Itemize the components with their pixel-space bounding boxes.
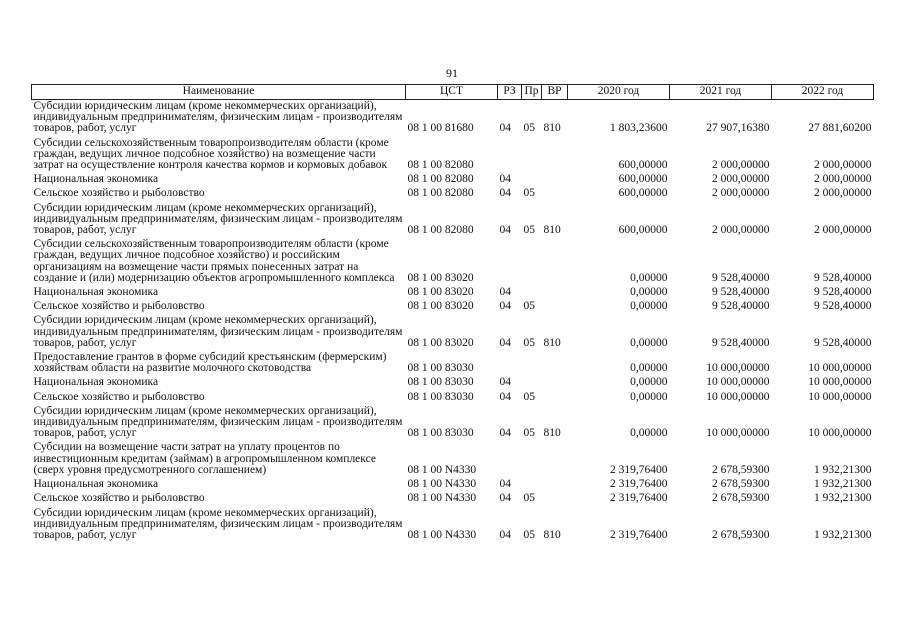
cell-name: Национальная экономика xyxy=(33,376,159,389)
cell-rz xyxy=(498,351,522,376)
cell-2021: 10 000,00000 xyxy=(706,390,770,403)
cell-rz: 04 xyxy=(499,528,511,541)
cell-rz: 04 xyxy=(499,224,511,237)
cell-2020: 600,00000 xyxy=(618,173,668,186)
cell-rz: 04 xyxy=(499,376,511,389)
cell-rz: 04 xyxy=(499,427,511,440)
cell-2020: 0,00000 xyxy=(630,362,668,375)
cell-2020: 2 319,76400 xyxy=(610,478,668,491)
cell-pr xyxy=(522,137,542,174)
cell-2021: 9 528,40000 xyxy=(712,271,770,284)
table-row xyxy=(32,238,874,286)
cell-2021: 2 678,59300 xyxy=(712,492,770,505)
cell-vr xyxy=(542,351,568,376)
table-row xyxy=(32,286,874,300)
cell-vr xyxy=(542,187,568,201)
cell-cst: 08 1 00 83020 xyxy=(407,286,474,299)
cell-2021: 10 000,00000 xyxy=(706,376,770,389)
cell-2021: 2 678,59300 xyxy=(712,463,770,476)
cell-2022: 1 932,21300 xyxy=(814,492,872,505)
cell-2021: 2 000,00000 xyxy=(712,159,770,172)
table-row xyxy=(32,441,874,478)
cell-2022: 9 528,40000 xyxy=(814,336,872,349)
cell-name: Сельское хозяйство и рыболовство xyxy=(33,187,205,200)
cell-vr: 810 xyxy=(543,427,561,440)
table-header-row xyxy=(32,85,874,100)
cell-2022: 2 000,00000 xyxy=(814,187,872,200)
cell-2020: 1 803,23600 xyxy=(610,122,668,135)
cell-2022: 1 932,21300 xyxy=(814,463,872,476)
cell-vr: 810 xyxy=(543,122,561,135)
table-row xyxy=(32,202,874,239)
cell-vr xyxy=(542,286,568,300)
cell-2021: 2 000,00000 xyxy=(712,187,770,200)
cell-2022: 2 000,00000 xyxy=(814,224,872,237)
table-row xyxy=(32,137,874,174)
cell-rz xyxy=(498,137,522,174)
cell-vr xyxy=(542,391,568,405)
cell-vr: 810 xyxy=(543,224,561,237)
table-row xyxy=(32,173,874,187)
cell-2021: 9 528,40000 xyxy=(712,300,770,313)
cell-2020: 600,00000 xyxy=(618,187,668,200)
cell-rz: 04 xyxy=(499,286,511,299)
page-number: 91 xyxy=(446,66,458,80)
cell-2020: 0,00000 xyxy=(630,336,668,349)
cell-2022: 10 000,00000 xyxy=(808,376,872,389)
cell-2020: 0,00000 xyxy=(630,271,668,284)
cell-vr xyxy=(542,300,568,314)
header-2020: 2020 год xyxy=(568,85,670,100)
cell-cst: 08 1 00 83030 xyxy=(407,390,474,403)
cell-pr xyxy=(522,286,542,300)
table-row xyxy=(32,405,874,442)
cell-pr xyxy=(522,351,542,376)
cell-2022: 9 528,40000 xyxy=(814,271,872,284)
table-row xyxy=(32,478,874,492)
cell-cst: 08 1 00 N4330 xyxy=(407,463,477,476)
cell-cst: 08 1 00 82080 xyxy=(407,159,474,172)
cell-2020: 2 319,76400 xyxy=(610,492,668,505)
header-rz: РЗ xyxy=(498,85,522,100)
cell-rz xyxy=(498,441,522,478)
cell-name: Субсидии юридическим лицам (кроме некоммерческих организаций), индивидуальным предпринимателям, физическим лицам - производителям товаров, работ, услуг xyxy=(33,201,403,237)
cell-2022: 9 528,40000 xyxy=(814,300,872,313)
cell-2022: 10 000,00000 xyxy=(808,427,872,440)
cell-pr: 05 xyxy=(523,122,535,135)
cell-pr xyxy=(522,173,542,187)
header-2022: 2022 год xyxy=(772,85,874,100)
cell-vr xyxy=(542,238,568,286)
cell-2021: 9 528,40000 xyxy=(712,286,770,299)
cell-name: Субсидии сельскохозяйственным товаропроизводителям области (кроме граждан, ведущих личное подсобное хозяйство) на возмещение части затрат на осуществление контроля качества кормов и кормовых добавок xyxy=(33,136,389,172)
cell-vr xyxy=(542,137,568,174)
cell-cst: 08 1 00 N4330 xyxy=(407,528,477,541)
cell-pr: 05 xyxy=(523,300,535,313)
cell-2021: 10 000,00000 xyxy=(706,362,770,375)
cell-pr: 05 xyxy=(523,492,535,505)
cell-name: Субсидии юридическим лицам (кроме некоммерческих организаций), индивидуальным предпринимателям, физическим лицам - производителям товаров, работ, услуг xyxy=(33,404,403,440)
header-2021: 2021 год xyxy=(670,85,772,100)
cell-cst: 08 1 00 83020 xyxy=(407,271,474,284)
header-vr: ВР xyxy=(542,85,568,100)
cell-2020: 600,00000 xyxy=(618,224,668,237)
cell-vr xyxy=(542,492,568,506)
cell-cst: 08 1 00 83030 xyxy=(407,376,474,389)
budget-table xyxy=(31,84,874,543)
cell-name: Национальная экономика xyxy=(33,478,159,491)
cell-vr: 810 xyxy=(543,528,561,541)
cell-2022: 2 000,00000 xyxy=(814,159,872,172)
cell-2021: 10 000,00000 xyxy=(706,427,770,440)
cell-2020: 600,00000 xyxy=(618,159,668,172)
cell-2020: 0,00000 xyxy=(630,427,668,440)
cell-2021: 2 000,00000 xyxy=(712,173,770,186)
table-body xyxy=(32,100,874,544)
cell-2020: 0,00000 xyxy=(630,286,668,299)
cell-name: Сельское хозяйство и рыболовство xyxy=(33,300,205,313)
cell-cst: 08 1 00 83030 xyxy=(407,362,474,375)
cell-name: Сельское хозяйство и рыболовство xyxy=(33,492,205,505)
cell-2020: 0,00000 xyxy=(630,390,668,403)
cell-2022: 9 528,40000 xyxy=(814,286,872,299)
cell-2020: 2 319,76400 xyxy=(610,463,668,476)
table-row xyxy=(32,391,874,405)
cell-vr: 810 xyxy=(543,336,561,349)
cell-name: Субсидии юридическим лицам (кроме некоммерческих организаций), индивидуальным предпринимателям, физическим лицам - производителям товаров, работ, услуг xyxy=(33,100,403,135)
header-pr: Пр xyxy=(522,85,542,100)
cell-cst: 08 1 00 82080 xyxy=(407,224,474,237)
cell-pr xyxy=(522,478,542,492)
cell-pr xyxy=(522,376,542,390)
cell-vr xyxy=(542,173,568,187)
cell-rz xyxy=(498,238,522,286)
cell-cst: 08 1 00 83020 xyxy=(407,300,474,313)
cell-name: Субсидии юридическим лицам (кроме некоммерческих организаций), индивидуальным предпринимателям, физическим лицам - производителям товаров, работ, услуг xyxy=(33,314,403,349)
cell-2022: 2 000,00000 xyxy=(814,173,872,186)
cell-name: Субсидии сельскохозяйственным товаропроизводителям области (кроме граждан, ведущих личное подсобное хозяйство) и российским организациям на возмещение части прямых понесенных затрат на создание и (или) модернизацию объектов агропромышленного комплекса xyxy=(33,238,395,284)
cell-name: Субсидии юридическим лицам (кроме некоммерческих организаций), индивидуальным предпринимателям, физическим лицам - производителям товаров, работ, услуг xyxy=(33,506,403,541)
cell-pr: 05 xyxy=(523,528,535,541)
cell-vr xyxy=(542,478,568,492)
table-row xyxy=(32,100,874,137)
cell-cst: 08 1 00 N4330 xyxy=(407,478,477,491)
table-row xyxy=(32,507,874,544)
cell-2022: 1 932,21300 xyxy=(814,528,872,541)
table-row xyxy=(32,187,874,201)
cell-rz: 04 xyxy=(499,122,511,135)
table-row xyxy=(32,492,874,506)
cell-cst: 08 1 00 83030 xyxy=(407,427,474,440)
cell-2021: 2 678,59300 xyxy=(712,478,770,491)
cell-2022: 27 881,60200 xyxy=(808,122,872,135)
cell-2021: 9 528,40000 xyxy=(712,336,770,349)
cell-2021: 27 907,16380 xyxy=(706,122,770,135)
cell-2022: 1 932,21300 xyxy=(814,478,872,491)
cell-2021: 2 000,00000 xyxy=(712,224,770,237)
table-row xyxy=(32,351,874,376)
cell-name: Сельское хозяйство и рыболовство xyxy=(33,390,205,403)
table-row xyxy=(32,314,874,351)
cell-2021: 2 678,59300 xyxy=(712,528,770,541)
cell-name: Предоставление грантов в форме субсидий крестьянским (фермерским) хозяйствам области на развитие молочного скотоводства xyxy=(33,351,387,375)
cell-2020: 0,00000 xyxy=(630,300,668,313)
cell-name: Национальная экономика xyxy=(33,173,159,186)
cell-cst: 08 1 00 82080 xyxy=(407,173,474,186)
cell-rz: 04 xyxy=(499,478,511,491)
cell-2022: 10 000,00000 xyxy=(808,362,872,375)
cell-vr xyxy=(542,376,568,390)
table-row xyxy=(32,300,874,314)
cell-name: Субсидии на возмещение части затрат на уплату процентов по инвестиционным кредитам (займам) в агропромышленном комплексе (сверх уровня предусмотренного соглашением) xyxy=(33,441,376,476)
cell-name: Национальная экономика xyxy=(33,286,159,299)
cell-rz: 04 xyxy=(499,336,511,349)
cell-rz: 04 xyxy=(499,492,511,505)
cell-pr: 05 xyxy=(523,336,535,349)
header-cst: ЦСТ xyxy=(406,85,498,100)
cell-pr: 05 xyxy=(523,390,535,403)
cell-rz: 04 xyxy=(499,390,511,403)
cell-2020: 2 319,76400 xyxy=(610,528,668,541)
cell-rz: 04 xyxy=(499,187,511,200)
cell-cst: 08 1 00 81680 xyxy=(407,122,474,135)
cell-2020: 0,00000 xyxy=(630,376,668,389)
cell-pr xyxy=(522,441,542,478)
cell-cst: 08 1 00 82080 xyxy=(407,187,474,200)
cell-pr: 05 xyxy=(523,427,535,440)
cell-pr: 05 xyxy=(523,187,535,200)
cell-cst: 08 1 00 N4330 xyxy=(407,492,477,505)
cell-vr xyxy=(542,441,568,478)
header-name: Наименование xyxy=(32,85,406,100)
cell-2022: 10 000,00000 xyxy=(808,390,872,403)
cell-rz: 04 xyxy=(499,300,511,313)
cell-cst: 08 1 00 83020 xyxy=(407,336,474,349)
table-row xyxy=(32,376,874,390)
cell-pr xyxy=(522,238,542,286)
cell-pr: 05 xyxy=(523,224,535,237)
cell-rz: 04 xyxy=(499,173,511,186)
